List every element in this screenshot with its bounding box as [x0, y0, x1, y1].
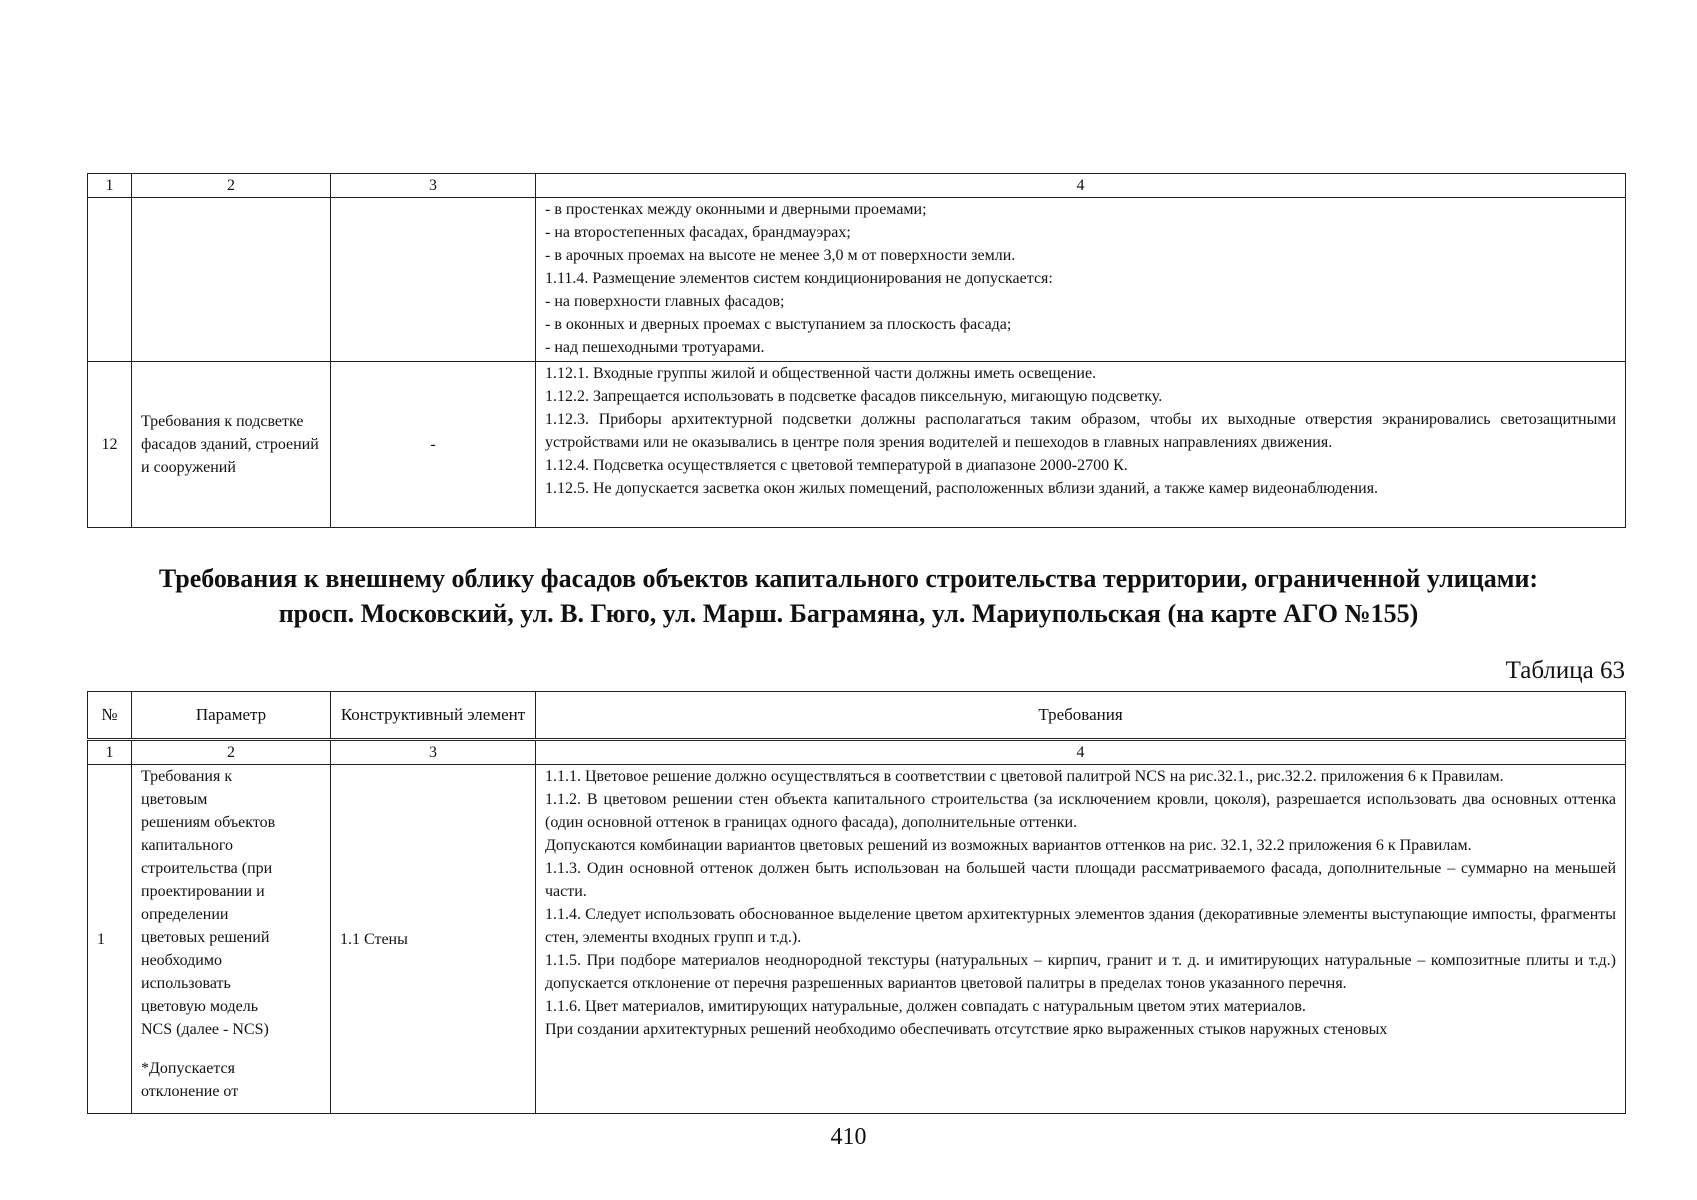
- requirement-line: - в арочных проемах на высоте не менее 3,0 м от поверхности земли.: [545, 247, 1016, 264]
- parameter-line: решениям объектов: [141, 814, 276, 831]
- requirement-line: 1.11.4. Размещение элементов систем кондиционирования не допускается:: [545, 270, 1053, 287]
- parameter-line: проектировании и: [141, 883, 265, 900]
- parameter-line: капитального: [141, 837, 233, 854]
- row-number-cell: 1: [88, 765, 132, 1114]
- requirement-paragraph: Допускаются комбинации вариантов цветовых решений из возможных вариантов оттенков на рис. 32.1, 32.2 приложения 6 к Правилам.: [545, 837, 1472, 854]
- row-number-cell: 12: [88, 362, 132, 528]
- table-row: [88, 198, 1626, 362]
- requirements-cell: [536, 765, 1626, 1114]
- col-number-cell: 1: [88, 174, 132, 198]
- parameter-cell: [132, 765, 331, 1114]
- parameter-line: отклонение от: [141, 1083, 239, 1100]
- requirement-line: - в простенках между оконными и дверными проемами;: [545, 201, 927, 218]
- requirement-paragraph: 1.12.2. Запрещается использовать в подсветке фасадов пиксельную, мигающую подсветку.: [545, 388, 1163, 405]
- requirements-cell: [536, 198, 1626, 362]
- table-row: [88, 765, 1626, 1114]
- parameter-line: цветовых решений: [141, 929, 270, 946]
- col-number-cell: 2: [132, 740, 331, 765]
- requirement-paragraph: При создании архитектурных решений необходимо обеспечивать отсутствие ярко выраженных стыков наружных стеновых: [545, 1021, 1388, 1038]
- column-numbering-row: [88, 740, 1626, 765]
- requirement-line: - на второстепенных фасадах, брандмауэрах;: [545, 224, 851, 241]
- page-number: 410: [830, 1124, 867, 1150]
- requirement-line: - в оконных и дверных проемах с выступанием за плоскость фасада;: [545, 316, 1012, 333]
- continuation-table: [87, 173, 1626, 528]
- col-number-cell: 3: [331, 740, 536, 765]
- parameter-line: использовать: [141, 975, 231, 992]
- element-cell: -: [331, 362, 536, 528]
- col-number-cell: 3: [331, 174, 536, 198]
- table-row: [88, 362, 1626, 528]
- col-number-cell: 4: [536, 174, 1626, 198]
- table-number-label: Таблица 63: [1505, 657, 1625, 684]
- col-number-cell: 2: [132, 174, 331, 198]
- requirement-paragraph: 1.1.4. Следует использовать обоснованное выделение цветом архитектурных элементов здания (декоративные элементы выступающие импосты, фрагменты стен, элементы входных групп и т.д.).: [545, 906, 1616, 946]
- element-cell: 1.1 Стены: [331, 765, 536, 1114]
- column-header-parameter: Параметр: [132, 692, 331, 740]
- requirement-paragraph: 1.1.6. Цвет материалов, имитирующих натуральные, должен совпадать с натуральным цветом этих материалов.: [545, 998, 1306, 1015]
- section-heading: [60, 561, 1637, 631]
- requirement-paragraph: 1.12.3. Приборы архитектурной подсветки должны располагаться таким образом, чтобы их выходные отверстия экранировались светозащитными устройствами или не оказывались в центре поля зрения водителей и пешеходов в главных направлениях движения.: [545, 411, 1616, 451]
- column-header-element: Конструктивный элемент: [331, 692, 536, 740]
- parameter-line: строительства (при: [141, 860, 273, 877]
- parameter-line: необходимо: [141, 952, 222, 969]
- heading-line: просп. Московский, ул. В. Гюго, ул. Марш. Баграмяна, ул. Мариупольская (на карте АГО №155): [278, 599, 1419, 628]
- requirement-paragraph: 1.1.1. Цветовое решение должно осуществляться в соответствии с цветовой палитрой NCS на рис.32.1., рис.32.2. приложения 6 к Правилам.: [545, 768, 1504, 785]
- parameter-line: [141, 1041, 321, 1057]
- requirement-paragraph: 1.12.4. Подсветка осуществляется с цветовой температурой в диапазоне 2000-2700 К.: [545, 457, 1128, 474]
- parameter-line: Требования к: [141, 768, 233, 785]
- parameter-line: NCS (далее - NCS): [141, 1021, 269, 1038]
- column-header-number: №: [88, 692, 132, 740]
- element-cell: [331, 198, 536, 362]
- requirement-paragraph: 1.12.1. Входные группы жилой и общественной части должны иметь освещение.: [545, 365, 1097, 382]
- row-number-cell: [88, 198, 132, 362]
- parameter-line: цветовую модель: [141, 998, 259, 1015]
- parameter-cell: Требования к подсветке фасадов зданий, строений и сооружений: [132, 362, 331, 528]
- requirement-line: - на поверхности главных фасадов;: [545, 293, 785, 310]
- parameter-line: *Допускается: [141, 1060, 235, 1077]
- requirements-cell: [536, 362, 1626, 528]
- parameter-line: определении: [141, 906, 229, 923]
- parameter-cell: [132, 198, 331, 362]
- requirement-paragraph: 1.1.2. В цветовом решении стен объекта капитального строительства (за исключением кровли, цоколя), разрешается использовать два основных оттенка (один основной оттенок в границах одного фасада), дополнительные оттенки.: [545, 791, 1616, 831]
- column-numbering-row: [88, 174, 1626, 198]
- col-number-cell: 4: [536, 740, 1626, 765]
- table-63: [87, 691, 1626, 1114]
- requirement-paragraph: 1.12.5. Не допускается засветка окон жилых помещений, расположенных вблизи зданий, а также камер видеонаблюдения.: [545, 480, 1379, 497]
- col-number-cell: 1: [88, 740, 132, 765]
- requirement-line: - над пешеходными тротуарами.: [545, 339, 765, 356]
- heading-line: Требования к внешнему облику фасадов объектов капитального строительства территории, ограниченной улицами:: [158, 564, 1539, 593]
- column-header-requirements: Требования: [536, 692, 1626, 740]
- requirement-paragraph: 1.1.5. При подборе материалов неоднородной текстуры (натуральных – кирпич, гранит и т. д. и имитирующих натуральные – композитные плиты и т.д.) допускается отклонение от перечня разрешенных вариантов цветовой палитры в пределах тонов указанного перечня.: [545, 952, 1616, 992]
- parameter-line: цветовым: [141, 791, 208, 808]
- table-header-row: [88, 692, 1626, 740]
- requirement-paragraph: 1.1.3. Один основной оттенок должен быть использован на большей части площади рассматриваемого фасада, дополнительные – суммарно на меньшей части.: [545, 860, 1616, 900]
